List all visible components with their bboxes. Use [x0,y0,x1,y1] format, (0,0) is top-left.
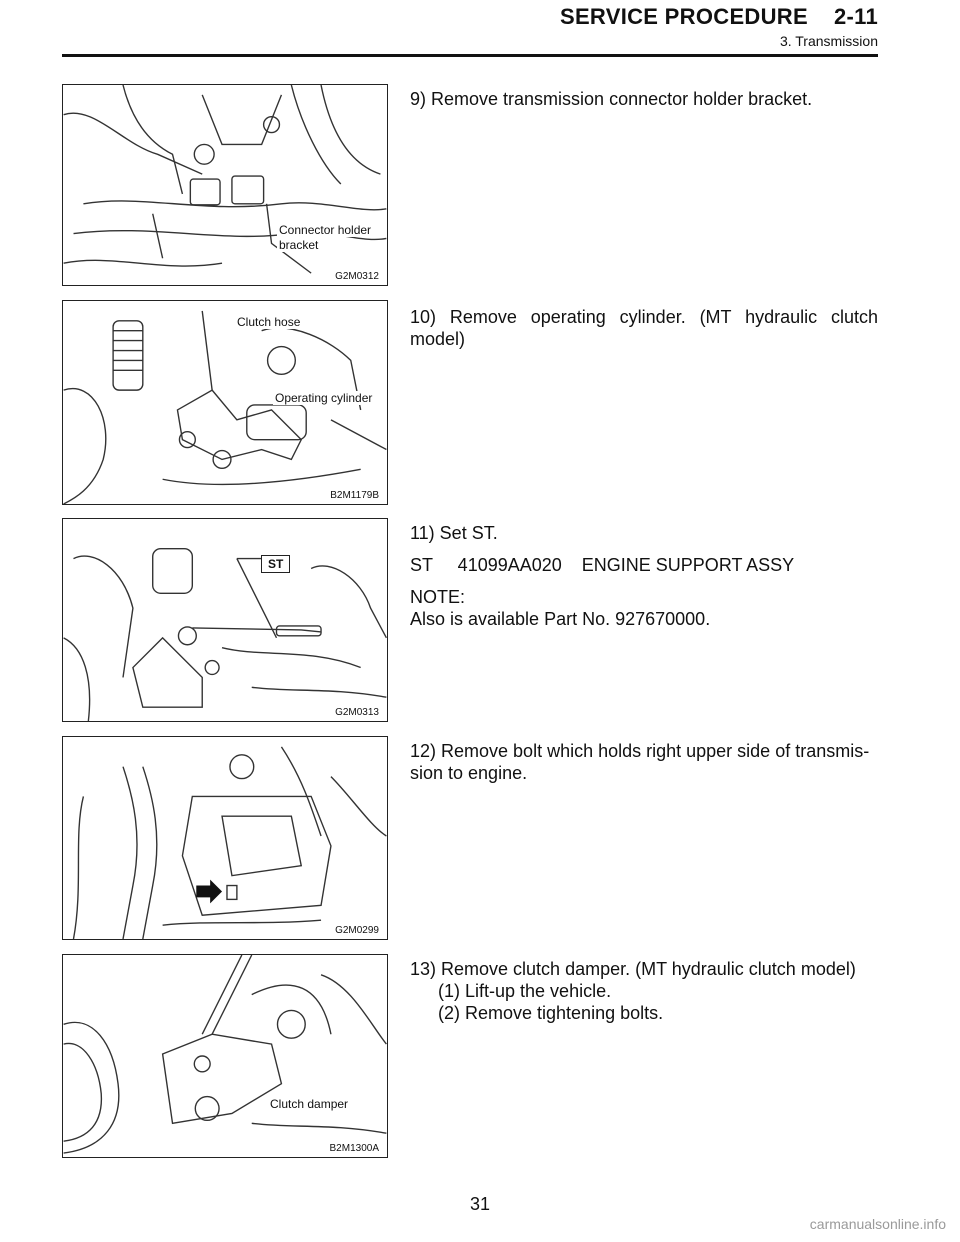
label-operating-cylinder: Operating cylinder [275,391,373,405]
figure-operating-cylinder [62,300,388,505]
step-13-text: 13) Remove clutch damper. (MT hydraulic clutch model) [410,959,856,979]
watermark: carmanualsonline.info [809,1216,946,1232]
illustration-clutch-damper [63,955,387,1157]
figure-connector-holder-bracket [62,84,388,286]
header-rule [62,54,878,57]
figure-code: B2M1300A [329,1143,379,1154]
step-11-note-label: NOTE: [410,587,466,607]
figure-clutch-damper [62,954,388,1158]
section-title: SERVICE PROCEDURE [559,4,808,29]
page-number: 31 [469,1194,491,1214]
section-number: 2-11 [833,4,878,29]
step-11-st: ST 41099AA020 ENGINE SUPPORT ASSY [410,555,795,575]
figure-transmission-bolt [62,736,388,940]
step-13 [410,958,878,1024]
label-st: ST [261,555,290,573]
step-9-text: 9) Remove transmission connector holder bracket. [410,89,813,109]
label-clutch-damper: Clutch damper [270,1097,349,1111]
illustration-engine-support [63,519,387,721]
label-connector-holder: Connector holder [279,223,372,237]
illustration-transmission-bolt [63,737,387,939]
label-bracket: bracket [279,238,319,252]
figure-code: B2M1179B [330,490,379,501]
step-11-note: Also is available Part No. 927670000. [410,609,711,629]
figure-engine-support [62,518,388,722]
step-11-text: 11) Set ST. [410,523,498,543]
figure-code: G2M0299 [335,925,379,936]
step-11 [410,522,878,630]
step-9 [410,88,878,110]
step-12 [410,740,878,784]
step-13-1: (1) Lift-up the vehicle. [438,981,612,1001]
step-13-2: (2) Remove tightening bolts. [438,1003,664,1023]
illustration-connector-bracket [63,85,387,285]
page-header-title [0,4,878,30]
figure-code: G2M0313 [335,707,379,718]
step-10-text: 10) Remove operating cylinder. (MT hydraulic clutch model) [410,307,878,349]
step-10 [410,306,878,350]
step-12-text: 12) Remove bolt which holds right upper side of transmis- sion to engine. [410,741,870,783]
figure-code: G2M0312 [335,271,379,282]
section-subtitle: 3. Transmission [779,33,878,49]
label-clutch-hose: Clutch hose [237,315,301,329]
